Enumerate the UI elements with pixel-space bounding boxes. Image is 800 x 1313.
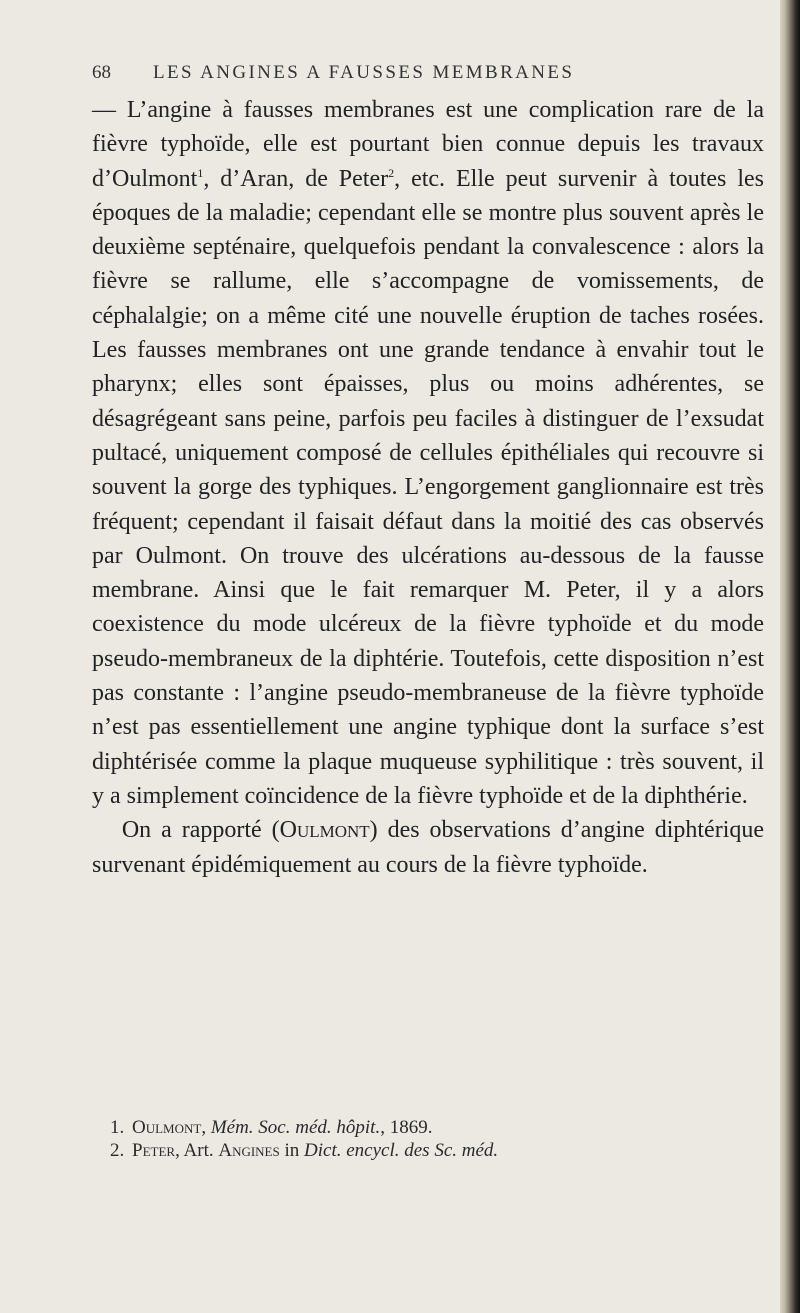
footnote-2-number: 2. <box>110 1140 125 1161</box>
footnote-2-article: Angines <box>218 1140 280 1161</box>
footnote-1-rest: , 1869. <box>380 1117 433 1138</box>
footnote-2-mid: , Art. <box>175 1140 219 1161</box>
footnote-ref-2: 2 <box>388 165 395 180</box>
paragraph-1-text-a: — L’angine à fausses membranes est une complication rare de la fièvre typhoïde, elle est pourtant bien connue depuis les travaux d’Oulmont <box>92 97 764 192</box>
footnote-1-work: Mém. Soc. méd. hôpit. <box>210 1117 381 1138</box>
footnote-1 <box>110 1116 730 1139</box>
footnote-2 <box>110 1139 730 1162</box>
running-title: LES ANGINES A FAUSSES MEMBRANES <box>153 62 575 83</box>
page-header <box>92 62 732 86</box>
paragraph-2-text-a: On a rapporté ( <box>121 817 280 844</box>
footnote-2-author: Peter <box>132 1140 176 1161</box>
paragraph-2-author: Oulmont <box>279 817 370 844</box>
page-number: 68 <box>92 62 111 83</box>
footnote-1-number: 1. <box>110 1117 125 1138</box>
page-edge-shadow <box>780 0 800 1313</box>
footnote-1-sep: , <box>201 1117 211 1138</box>
paragraph-1-text-c: , etc. Elle peut survenir à toutes les époques de la maladie; cependant elle se montre plus souvent après le deuxième septénaire, quelquefois pendant la convalescence : alors la fièvre se rallume, elle s’accompagne de vomissements, de céphalalgie; on a même cité une nouvelle éruption de taches rosées. Les fausses membranes ont une grande tendance à envahir tout le pharynx; elles sont épaisses, plus ou moins adhérentes, se désagrégeant sans peine, parfois peu faciles à distinguer de l’exsudat pultacé, uniquement composé de cellules épithéliales qui recouvre si souvent la gorge des typhiques. L’engorgement ganglionnaire est très fréquent; cependant il faisait défaut dans la moitié des cas observés par Oulmont. On trouve des ulcérations au-dessous de la fausse membrane. Ainsi que le fait remarquer M. Peter, il y a alors coexistence du mode ulcéreux de la fièvre typhoïde et du mode pseudo-membraneux de la diphtérie. Toutefois, cette disposition n’est pas constante : l’angine pseudo-membraneuse de la fièvre typhoïde n’est pas essentiellement une angine typhique dont la surface s’est diphtérisée comme la plaque muqueuse syphilitique : très souvent, il y a simplement coïncidence de la fièvre typhoïde et de la diphthérie. <box>92 165 765 809</box>
body-text <box>92 93 764 882</box>
paragraph-1-text-b: , d’Aran, de Peter <box>203 165 389 192</box>
footnotes <box>110 1116 730 1162</box>
footnote-2-in: in <box>279 1140 305 1161</box>
footnote-2-work: Dict. encycl. des Sc. méd. <box>304 1140 499 1161</box>
paragraph-2 <box>92 813 764 882</box>
paragraph-1 <box>92 93 764 813</box>
footnote-ref-1: 1 <box>197 165 204 180</box>
paragraph-2-text-b: ) des observations d’angine diphtérique survenant épidémiquement au cours de la fièvre typhoïde. <box>92 817 765 878</box>
footnote-1-author: Oulmont <box>132 1117 202 1138</box>
